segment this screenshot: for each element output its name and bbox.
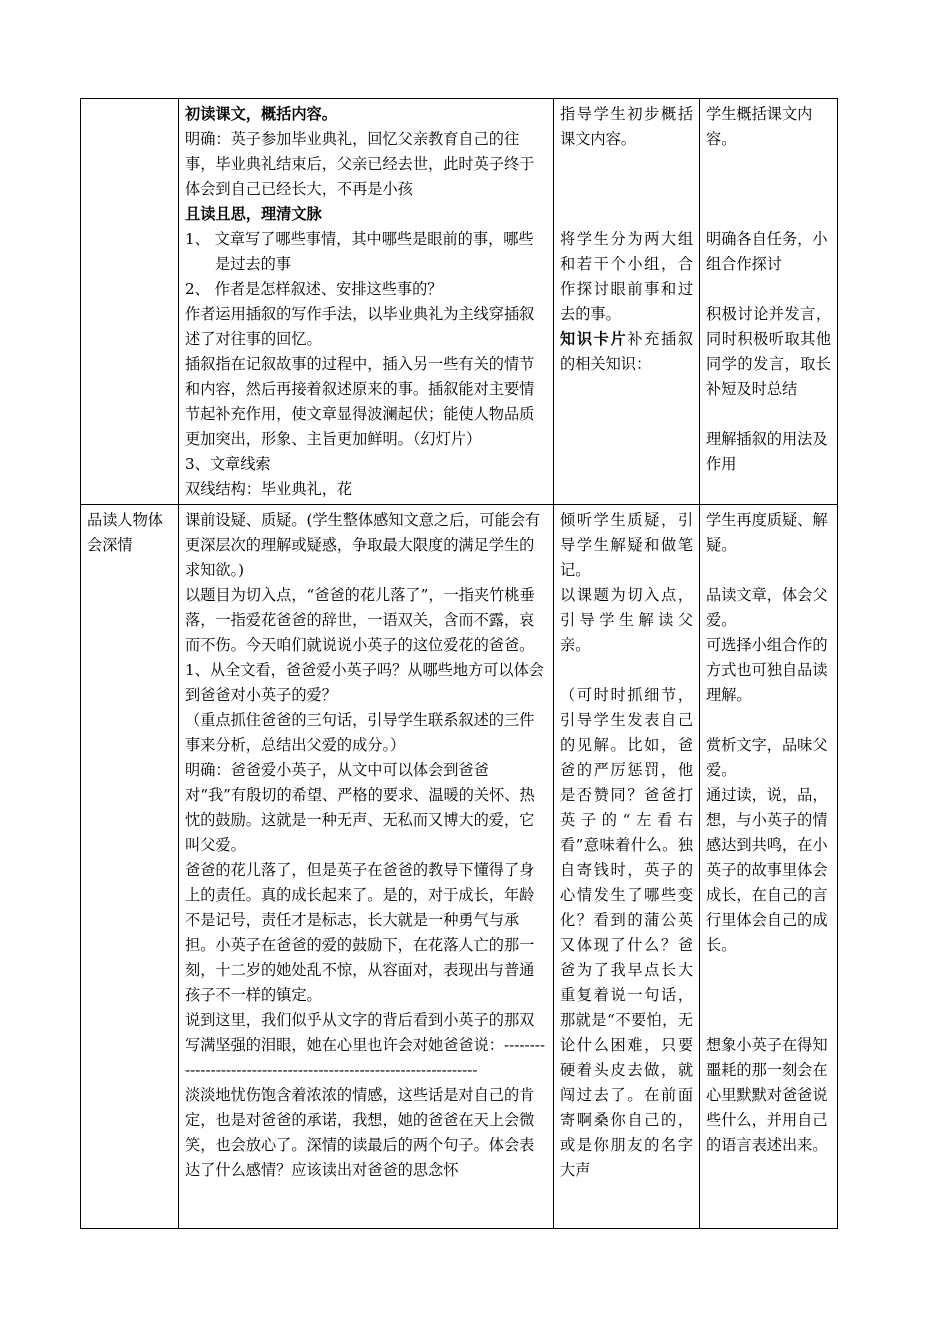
stage-cell: 品读人物体会深情 <box>81 505 179 1229</box>
lesson-plan-table <box>80 98 838 1229</box>
paragraph: 明确：英子参加毕业典礼，回忆父亲教育自己的往事，毕业典礼结束后，父亲已经去世，此时英子终于体会到自己已经长大，不再是小孩 <box>185 130 535 198</box>
paragraph: 赏析文字，品味父爱。 <box>706 736 828 779</box>
student-activity-cell <box>700 99 838 505</box>
teacher-activity-cell <box>554 99 700 505</box>
paragraph: 想象小英子在得知噩耗的那一刻会在心里默默对爸爸说些什么，并用自己的语言表述出来。 <box>706 1036 828 1154</box>
paragraph: 倾听学生质疑，引导学生解疑和做笔记。 <box>560 511 693 579</box>
knowledge-card-label: 知识卡片 <box>560 330 628 348</box>
paragraph: 作者运用插叙的写作手法，以毕业典礼为主线穿插叙述了对往事的回忆。 <box>185 305 535 348</box>
paragraph: 以课题为切入点，引导学生解读父亲。 <box>560 586 693 654</box>
paragraph: 插叙指在记叙故事的过程中，插入另一些有关的情节和内容，然后再接着叙述原来的事。插叙能对主要情节起补充作用，使文章显得波澜起伏；能使人物品质更加突出，形象、主旨更加鲜明。（幻灯片） <box>185 355 535 448</box>
paragraph: 以题目为切入点，“爸爸的花儿落了”，一指夹竹桃垂落，一指爱花爸爸的辞世，一语双关，含而不露，哀而不伤。今天咱们就说说小英子的这位爱花的爸爸。 <box>185 586 535 654</box>
paragraph: 将学生分为两大组和若干个小组，合作探讨眼前事和过去的事。 <box>560 230 693 323</box>
section-heading: 且读且思，理清文脉 <box>185 205 322 223</box>
paragraph: 说到这里，我们似乎从文字的背后看到小英子的那双写满坚强的泪眼，她在心里也许会对她爸爸说：----------------------------------------------------------------- <box>185 1011 545 1079</box>
content-cell <box>179 99 554 505</box>
knowledge-card-text: 补充插叙的相关知识： <box>560 330 694 373</box>
teacher-activity-cell <box>554 505 700 1229</box>
paragraph <box>560 327 693 377</box>
paragraph: 品读文章，体会父爱。 <box>706 586 828 629</box>
stage-cell <box>81 99 179 505</box>
table-row <box>81 505 838 1229</box>
table-row <box>81 99 838 505</box>
paragraph: 指导学生初步概括课文内容。 <box>560 105 693 148</box>
paragraph: 通过读，说，品，想，与小英子的情感达到共鸣，在小英子的故事里体会成长，在自己的言行里体会自己的成长。 <box>706 786 828 954</box>
paragraph: 爸爸的花儿落了，但是英子在爸爸的教导下懂得了身上的责任。真的成长起来了。是的，对于成长，年龄不是记号，责任才是标志，长大就是一种勇气与承担。小英子在爸爸的爱的鼓励下，在花落人亡的那一刻，十二岁的她处乱不惊，从容面对，表现出与普通孩子不一样的镇定。 <box>185 861 535 1004</box>
section-heading: 初读课文，概括内容。 <box>185 105 337 123</box>
content-cell <box>179 505 554 1229</box>
paragraph: 明确：爸爸爱小英子，从文中可以体会到爸爸对“我”有殷切的希望、严格的要求、温暖的关怀、热忱的鼓励。这就是一种无声、无私而又博大的爱，它叫父爱。 <box>185 761 535 854</box>
paragraph: 1、从全文看，爸爸爱小英子吗？从哪些地方可以体会到爸爸对小英子的爱？ <box>185 661 544 704</box>
numbered-question: 1、 文章写了哪些事情，其中哪些是眼前的事，哪些是过去的事 <box>185 230 534 273</box>
paragraph: 积极讨论并发言，同时积极听取其他同学的发言，取长补短及时总结 <box>706 305 831 398</box>
paragraph: 理解插叙的用法及作用 <box>706 430 828 473</box>
paragraph: 课前设疑、质疑。(学生整体感知文意之后，可能会有更深层次的理解或疑惑，争取最大限度的满足学生的求知欲。) <box>185 511 541 579</box>
paragraph: 可选择小组合作的方式也可独自品读理解。 <box>706 636 828 704</box>
numbered-question: 2、 作者是怎样叙述、安排这些事的？ <box>185 280 443 298</box>
paragraph: （可时时抓细节，引导学生发表自己的见解。比如，爸爸的严厉惩罚，他是否赞同？爸爸打英子的“左看右看”意味着什么。独自寄钱时，英子的心情发生了哪些变化？看到的蒲公英又体现了什么？爸爸为了我早点长大重复着说一句话，那就是“不要怕，无论什么困难，只要硬着头皮去做，就闯过去了。在前面寄啊桑你自己的，或是你朋友的名字大声 <box>560 686 693 1179</box>
paragraph: 明确各自任务，小组合作探讨 <box>706 230 828 273</box>
paragraph: 双线结构：毕业典礼，花 <box>185 480 353 498</box>
student-activity-cell <box>700 505 838 1229</box>
paragraph: （重点抓住爸爸的三句话，引导学生联系叙述的三件事来分析，总结出父爱的成分。） <box>185 711 535 754</box>
paragraph: 淡淡地忧伤饱含着浓浓的情感，这些话是对自己的肯定，也是对爸爸的承诺，我想，她的爸爸在天上会微笑，也会放心了。深情的读最后的两个句子。体会表达了什么感情？应该读出对爸爸的思念怀 <box>185 1086 535 1179</box>
paragraph: 学生再度质疑、解疑。 <box>706 511 828 554</box>
paragraph: 学生概括课文内容。 <box>706 105 813 148</box>
numbered-question: 3、文章线索 <box>185 455 271 473</box>
